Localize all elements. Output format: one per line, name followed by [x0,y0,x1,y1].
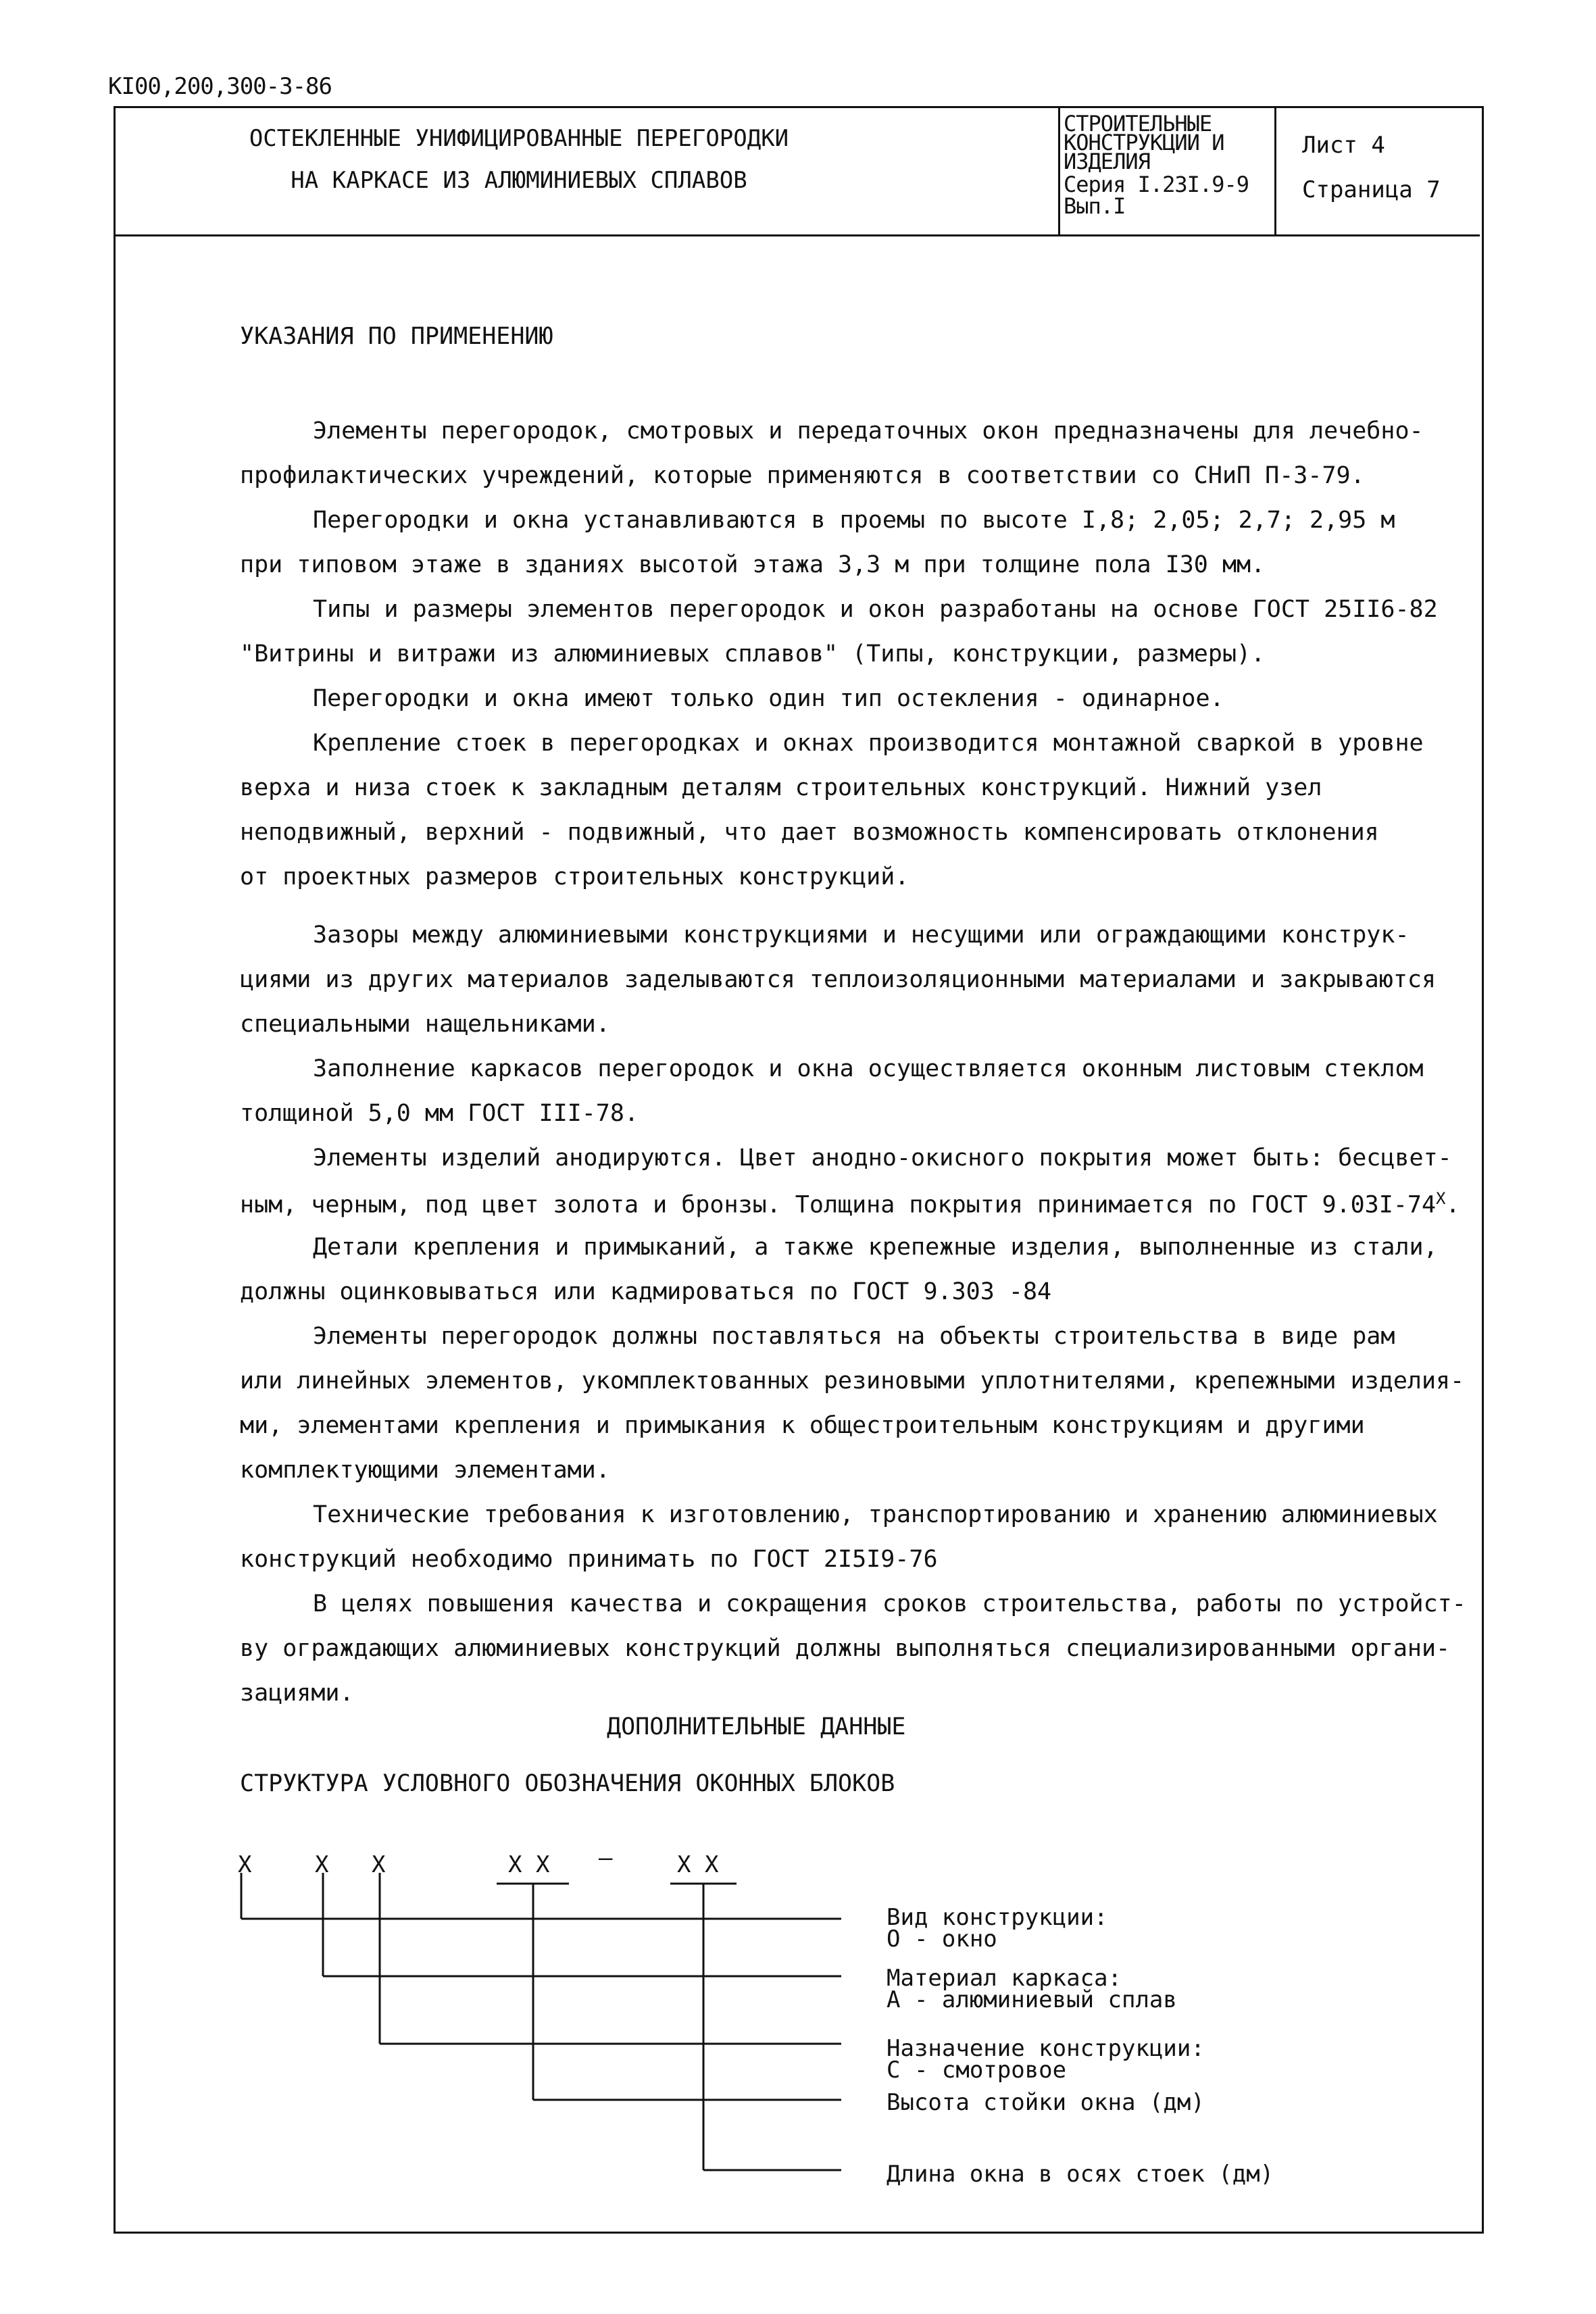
text-line: Элементы перегородок, смотровых и передаточных окон предназначены для лечебно- [313,418,1424,445]
text-line: Крепление стоек в перегородках и окнах производится монтажной сваркой в уровне [313,730,1424,757]
symbol-4: X X [508,1851,550,1878]
symbol-2: X [315,1851,329,1878]
text-line: циями из других материалов заделываются теплоизоляционными материалами и закрываются [240,966,1437,993]
text-line: Перегородки и окна имеют только один тип остекления - одинарное. [313,685,1224,712]
text-line: Заполнение каркасов перегородок и окна осуществляется оконным листовым стеклом [313,1055,1424,1082]
series-line-4: Серия I.23I.9-9 [1064,172,1249,197]
label-purpose: Назначение конструкции: [887,2035,1205,2062]
subheading: ДОПОЛНИТЕЛЬНЫЕ ДАННЫЕ [607,1713,906,1740]
series-line-2: КОНСТРУКЦИИ И [1064,130,1224,155]
section-heading: УКАЗАНИЯ ПО ПРИМЕНЕНИЮ [240,323,553,350]
text-line: Зазоры между алюминиевыми конструкциями и несущими или ограждающими конструк- [313,922,1410,949]
page-number: Страница 7 [1302,176,1441,203]
text-line: В целях повышения качества и сокращения сроков строительства, работы по устройст- [313,1590,1466,1617]
text-line: конструкций необходимо принимать по ГОСТ 2I5I9-76 [240,1546,938,1573]
text-line: от проектных размеров строительных конструкций. [240,863,909,890]
text-line: комплектующими элементами. [240,1457,610,1484]
text-line: профилактических учреждений, которые применяются в соответствии со СНиП П-3-79. [240,462,1365,489]
symbol-6: X X [677,1851,719,1878]
text-line: ми, элементами крепления и примыкания к общестроительным конструкциям и другими [240,1412,1365,1439]
series-line-1: СТРОИТЕЛЬНЫЕ [1064,111,1212,136]
text-line: должны оцинковываться или кадмироваться по ГОСТ 9.303 -84 [240,1278,1052,1305]
text-line: Перегородки и окна устанавливаются в проемы по высоте I,8; 2,05; 2,7; 2,95 м [313,507,1395,534]
text-segment: ным, черным, под цвет золота и бронзы. Толщина покрытия принимается по ГОСТ 9.03I-74 [240,1191,1437,1219]
series-line-5: Вып.I [1064,193,1126,219]
label-window-length: Длина окна в осях стоек (дм) [887,2161,1274,2188]
sheet-number: Лист 4 [1302,132,1385,159]
text-line: Элементы перегородок должны поставляться на объекты строительства в виде рам [313,1323,1395,1350]
text-line: неподвижный, верхний - подвижный, что дает возможность компенсировать отклонения [240,819,1379,846]
title-line-1: ОСТЕКЛЕННЫЕ УНИФИЦИРОВАННЫЕ ПЕРЕГОРОДКИ [249,125,789,152]
text-line: специальными нащельниками. [240,1011,610,1038]
label-post-height: Высота стойки окна (дм) [887,2089,1205,2116]
series-line-3: ИЗДЕЛИЯ [1064,149,1150,174]
text-line: толщиной 5,0 мм ГОСТ III-78. [240,1100,639,1127]
text-line: ву ограждающих алюминиевых конструкций должны выполняться специализированными органи- [240,1635,1451,1662]
text-line: "Витрины и витражи из алюминиевых сплавов" (Типы, конструкции, размеры). [240,640,1266,668]
label-construction-type-value: О - окно [887,1926,997,1953]
period: . [1445,1191,1460,1219]
superscript-x: X [1436,1189,1446,1208]
text-line: при типовом этаже в зданиях высотой этажа 3,3 м при толщине пола I30 мм. [240,551,1266,578]
symbol-1: X [238,1851,252,1878]
symbol-3: X [372,1851,386,1878]
text-line: или линейных элементов, укомплектованных резиновыми уплотнителями, крепежными изделия- [240,1367,1465,1394]
text-line: Детали крепления и примыканий, а также крепежные изделия, выполненные из стали, [313,1234,1438,1261]
label-frame-material: Материал каркаса: [887,1965,1122,1992]
document-code: KI00,200,300-3-86 [108,73,332,100]
text-line: Элементы изделий анодируются. Цвет анодно-окисного покрытия может быть: бесцвет- [313,1145,1452,1172]
text-line: верха и низа стоек к закладным деталям строительных конструкций. Нижний узел [240,774,1322,801]
symbol-dash: — [599,1844,613,1871]
text-line: Типы и размеры элементов перегородок и окон разработаны на основе ГОСТ 25II6-82 [313,596,1438,623]
text-line: зациями. [240,1680,354,1707]
title-line-2: НА КАРКАСЕ ИЗ АЛЮМИНИЕВЫХ СПЛАВОВ [291,167,747,194]
label-purpose-value: С - смотровое [887,2057,1067,2084]
structure-title: СТРУКТУРА УСЛОВНОГО ОБОЗНАЧЕНИЯ ОКОННЫХ БЛОКОВ [240,1770,895,1797]
text-line: Технические требования к изготовлению, транспортированию и хранению алюминиевых [313,1501,1438,1528]
label-construction-type: Вид конструкции: [887,1904,1108,1931]
label-frame-material-value: А - алюминиевый сплав [887,1986,1177,2013]
